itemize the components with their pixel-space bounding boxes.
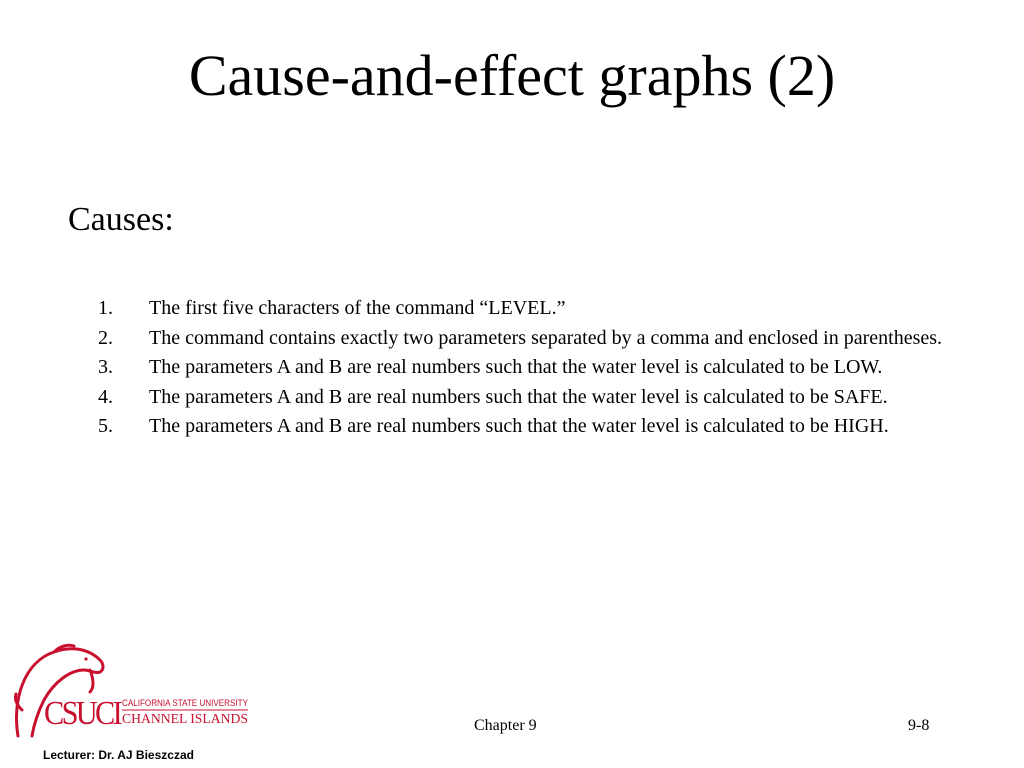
csuci-logo [10, 640, 255, 740]
cause-number: 4. [98, 385, 113, 408]
cause-item-4 [98, 383, 978, 413]
footer-lecturer: Lecturer: Dr. AJ Bieszczad [43, 748, 194, 762]
cause-number: 1. [98, 297, 113, 319]
cause-text: The parameters A and B are real numbers such that the water level is calculated to be HIGH. [149, 415, 889, 438]
slide-title: Cause-and-effect graphs (2) [188, 43, 836, 108]
cause-number: 3. [98, 356, 113, 379]
cause-number: 2. [98, 326, 113, 349]
cause-text: The command contains exactly two parameters separated by a comma and enclosed in parentheses. [149, 326, 943, 349]
footer-page-number: 9-8 [908, 717, 930, 734]
cause-item-1 [98, 294, 978, 324]
cause-item-3 [98, 353, 978, 383]
logo-monogram: CSUCI [44, 695, 123, 732]
footer-chapter: Chapter 9 [474, 717, 537, 734]
causes-heading: Causes: [68, 201, 174, 238]
logo-line1: CALIFORNIA STATE UNIVERSITY [122, 698, 248, 708]
cause-text: The parameters A and B are real numbers such that the water level is calculated to be LOW. [149, 356, 883, 379]
cause-text: The first five characters of the command “LEVEL.” [149, 297, 566, 319]
causes-list [98, 294, 978, 442]
cause-number: 5. [98, 415, 113, 438]
cause-item-5 [98, 412, 978, 442]
cause-text: The parameters A and B are real numbers such that the water level is calculated to be SAFE. [149, 385, 888, 408]
logo-line2: CHANNEL ISLANDS [122, 712, 248, 727]
cause-item-2 [98, 324, 978, 354]
